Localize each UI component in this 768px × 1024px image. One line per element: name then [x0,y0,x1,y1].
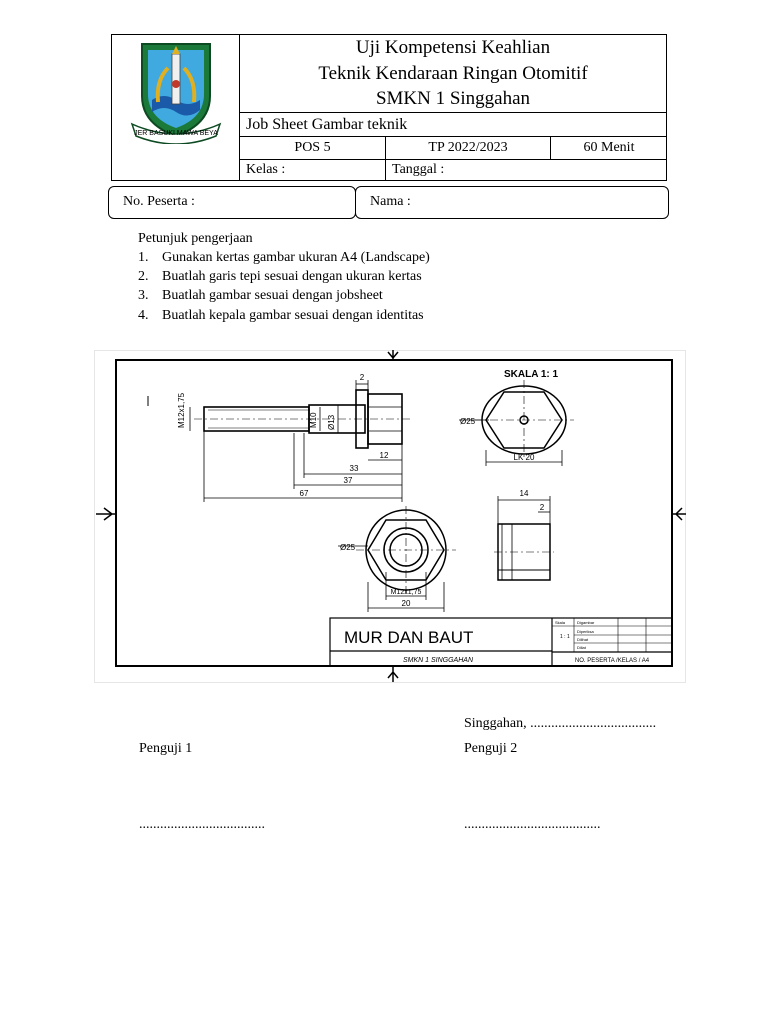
examiner-2-label: Penguji 2 [464,741,518,756]
title-block-title: MUR DAN BAUT [344,628,474,647]
title-line-3: SMKN 1 Singgahan [375,88,531,109]
dim-12: 12 [379,451,389,460]
svg-text:JER BASUKI MAWA BEYA: JER BASUKI MAWA BEYA [134,130,218,137]
title-block-date: Diliat [577,645,586,650]
nama-field: Nama : [355,186,669,219]
instruction-num: 2. [138,269,149,284]
instruction-num: 4. [138,308,149,323]
instruction-text: Buatlah garis tepi sesuai dengan ukuran kertas [162,269,422,284]
dim-head-2: 2 [359,373,365,382]
dim-nut-20: 20 [401,599,411,608]
instruction-text: Buatlah gambar sesuai dengan jobsheet [162,288,383,303]
instruction-num: 1. [138,250,149,265]
pos-divider [240,159,667,160]
title-block-drawn: Digambar [577,620,595,625]
tp-label: TP 2022/2023 [428,140,508,155]
job-sheet-label: Job Sheet Gambar teknik [246,116,408,133]
title-block-seen: Dilihat [577,637,589,642]
duration-label: 60 Menit [583,140,635,155]
dim-m10: M10 [309,412,318,428]
title-block-scale-label: Skala [555,620,566,625]
dim-nut-14: 14 [519,489,529,498]
dim-thread: M12x1,75 [177,392,186,428]
dim-67: 67 [299,489,309,498]
dim-nut-thread: M12x1,75 [390,589,422,596]
dim-nut-2: 2 [539,503,545,512]
technical-drawing [94,350,686,683]
examiner-2-signature-line: ....................................... [464,817,601,832]
instruction-item-4 [138,308,424,324]
no-peserta-field: No. Peserta : [108,186,356,219]
instruction-item-1 [138,250,430,266]
title-block-checked: Diperiksa [577,629,594,634]
title-line-1: Uji Kompetensi Keahlian [355,37,551,58]
instruction-item-3 [138,288,383,304]
dim-d25-bottom: Ø25 [340,543,356,552]
examiner-1-label: Penguji 1 [139,741,193,756]
instructions-title: Petunjuk pengerjaan [138,231,253,246]
scale-label: SKALA 1: 1 [504,369,559,380]
place-date: Singgahan, .................................... [464,716,657,731]
title-line-2: Teknik Kendaraan Ringan Otomitif [318,63,588,84]
instruction-text: Gunakan kertas gambar ukuran A4 (Landscape) [162,250,430,265]
east-java-logo-icon [128,40,224,144]
instruction-num: 3. [138,288,149,303]
examiner-1-signature-line: .................................... [139,817,265,832]
dim-37: 37 [343,476,353,485]
title-divider [240,112,667,113]
instruction-item-2 [138,269,422,285]
dim-d13: Ø13 [327,414,336,430]
dim-33: 33 [349,464,359,473]
pos-label: POS 5 [294,140,331,155]
instruction-text: Buatlah kepala gambar sesuai dengan identitas [162,308,424,323]
tanggal-label: Tanggal : [392,162,445,177]
title-block-school: SMKN 1 SINGGAHAN [402,657,474,664]
dim-lk20: LK 20 [513,453,535,462]
title-block-scale-val: 1 : 1 [560,634,570,640]
dim-d25-top: Ø25 [460,417,476,426]
kelas-label: Kelas : [246,162,286,177]
title-block-footer: NO. PESERTA /KELAS / A4 [574,658,650,664]
